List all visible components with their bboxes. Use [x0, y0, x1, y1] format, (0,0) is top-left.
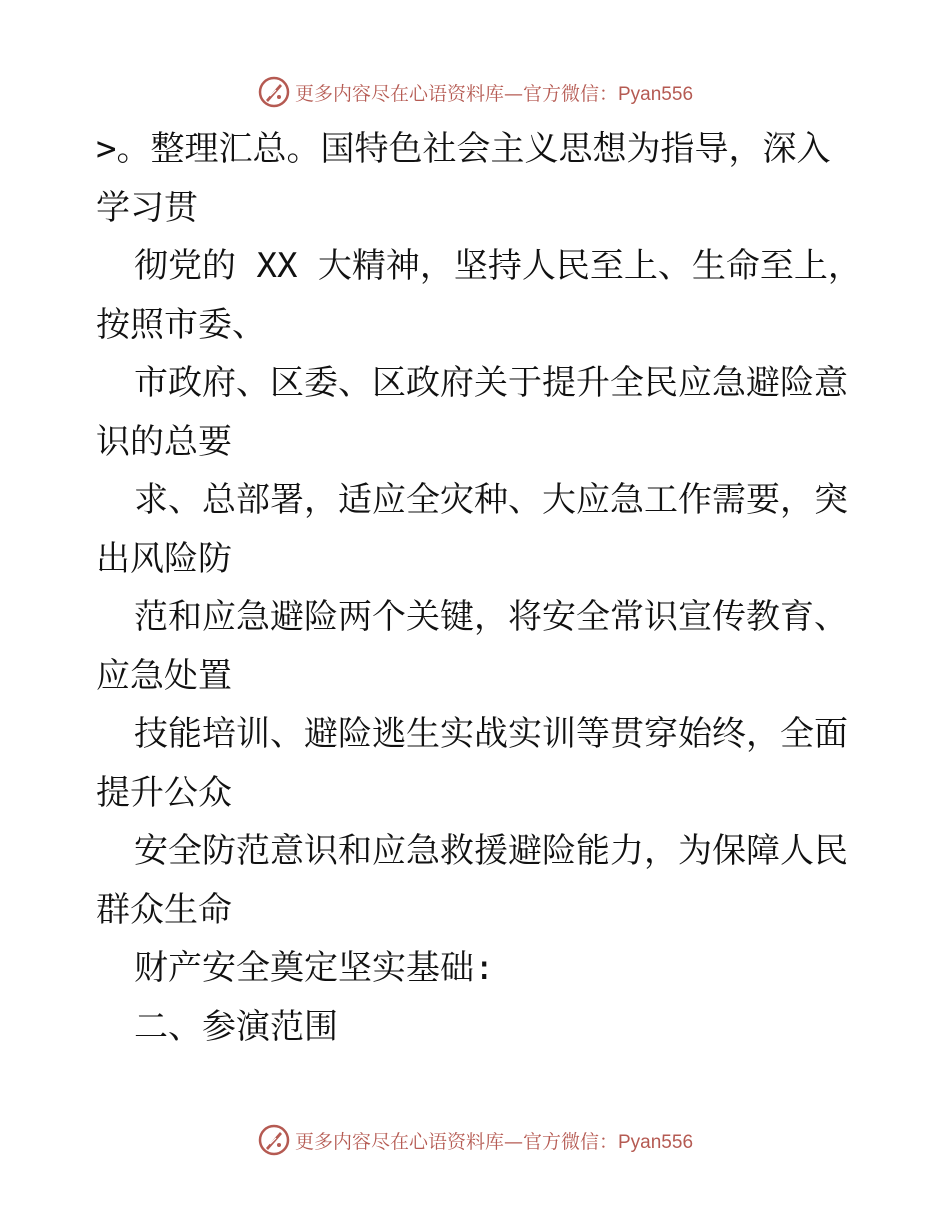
watermark-text: 更多内容尽在心语资料库—官方微信：Pyan556 — [294, 82, 694, 105]
body-text-line: 市政府、区委、区政府关于提升全民应急避险意 — [134, 363, 848, 403]
watermark-id: Pyan556 — [618, 83, 694, 105]
header-watermark — [0, 72, 950, 112]
body-text-line: 群众生命 — [96, 889, 232, 930]
body-text-line: 技能培训、避险逃生实战实训等贯穿始终，全面 — [134, 714, 848, 754]
body-text-line: 求、总部署，适应全灾种、大应急工作需要，突 — [134, 480, 848, 520]
body-text-line: 彻党的 XX 大精神，坚持人民至上、生命至上， — [134, 246, 862, 286]
body-text-line: 范和应急避险两个关键，将安全常识宣传教育、 — [134, 597, 848, 637]
body-text-line: 二、参演范围 — [134, 1006, 338, 1047]
body-text-line: 安全防范意识和应急救援避险能力，为保障人民 — [134, 831, 848, 871]
watermark-text: 更多内容尽在心语资料库—官方微信：Pyan556 — [294, 1130, 694, 1153]
body-text-line: 学习贯 — [96, 187, 198, 228]
document-body — [96, 120, 876, 1056]
footer-watermark — [0, 1120, 950, 1160]
watermark-id: Pyan556 — [618, 1131, 694, 1153]
body-text-line: 财产安全奠定坚实基础: — [134, 948, 495, 988]
feather-circle-logo-icon — [257, 1123, 291, 1157]
body-text-line: 应急处置 — [96, 655, 232, 696]
body-text-line: 识的总要 — [96, 421, 232, 462]
body-text-line: >。整理汇总。国特色社会主义思想为指导，深入 — [96, 129, 831, 169]
feather-circle-logo-icon — [257, 75, 291, 109]
body-text-line: 按照市委、 — [96, 304, 266, 345]
body-text-line: 提升公众 — [96, 772, 232, 813]
body-text-line: 出风险防 — [96, 538, 232, 579]
